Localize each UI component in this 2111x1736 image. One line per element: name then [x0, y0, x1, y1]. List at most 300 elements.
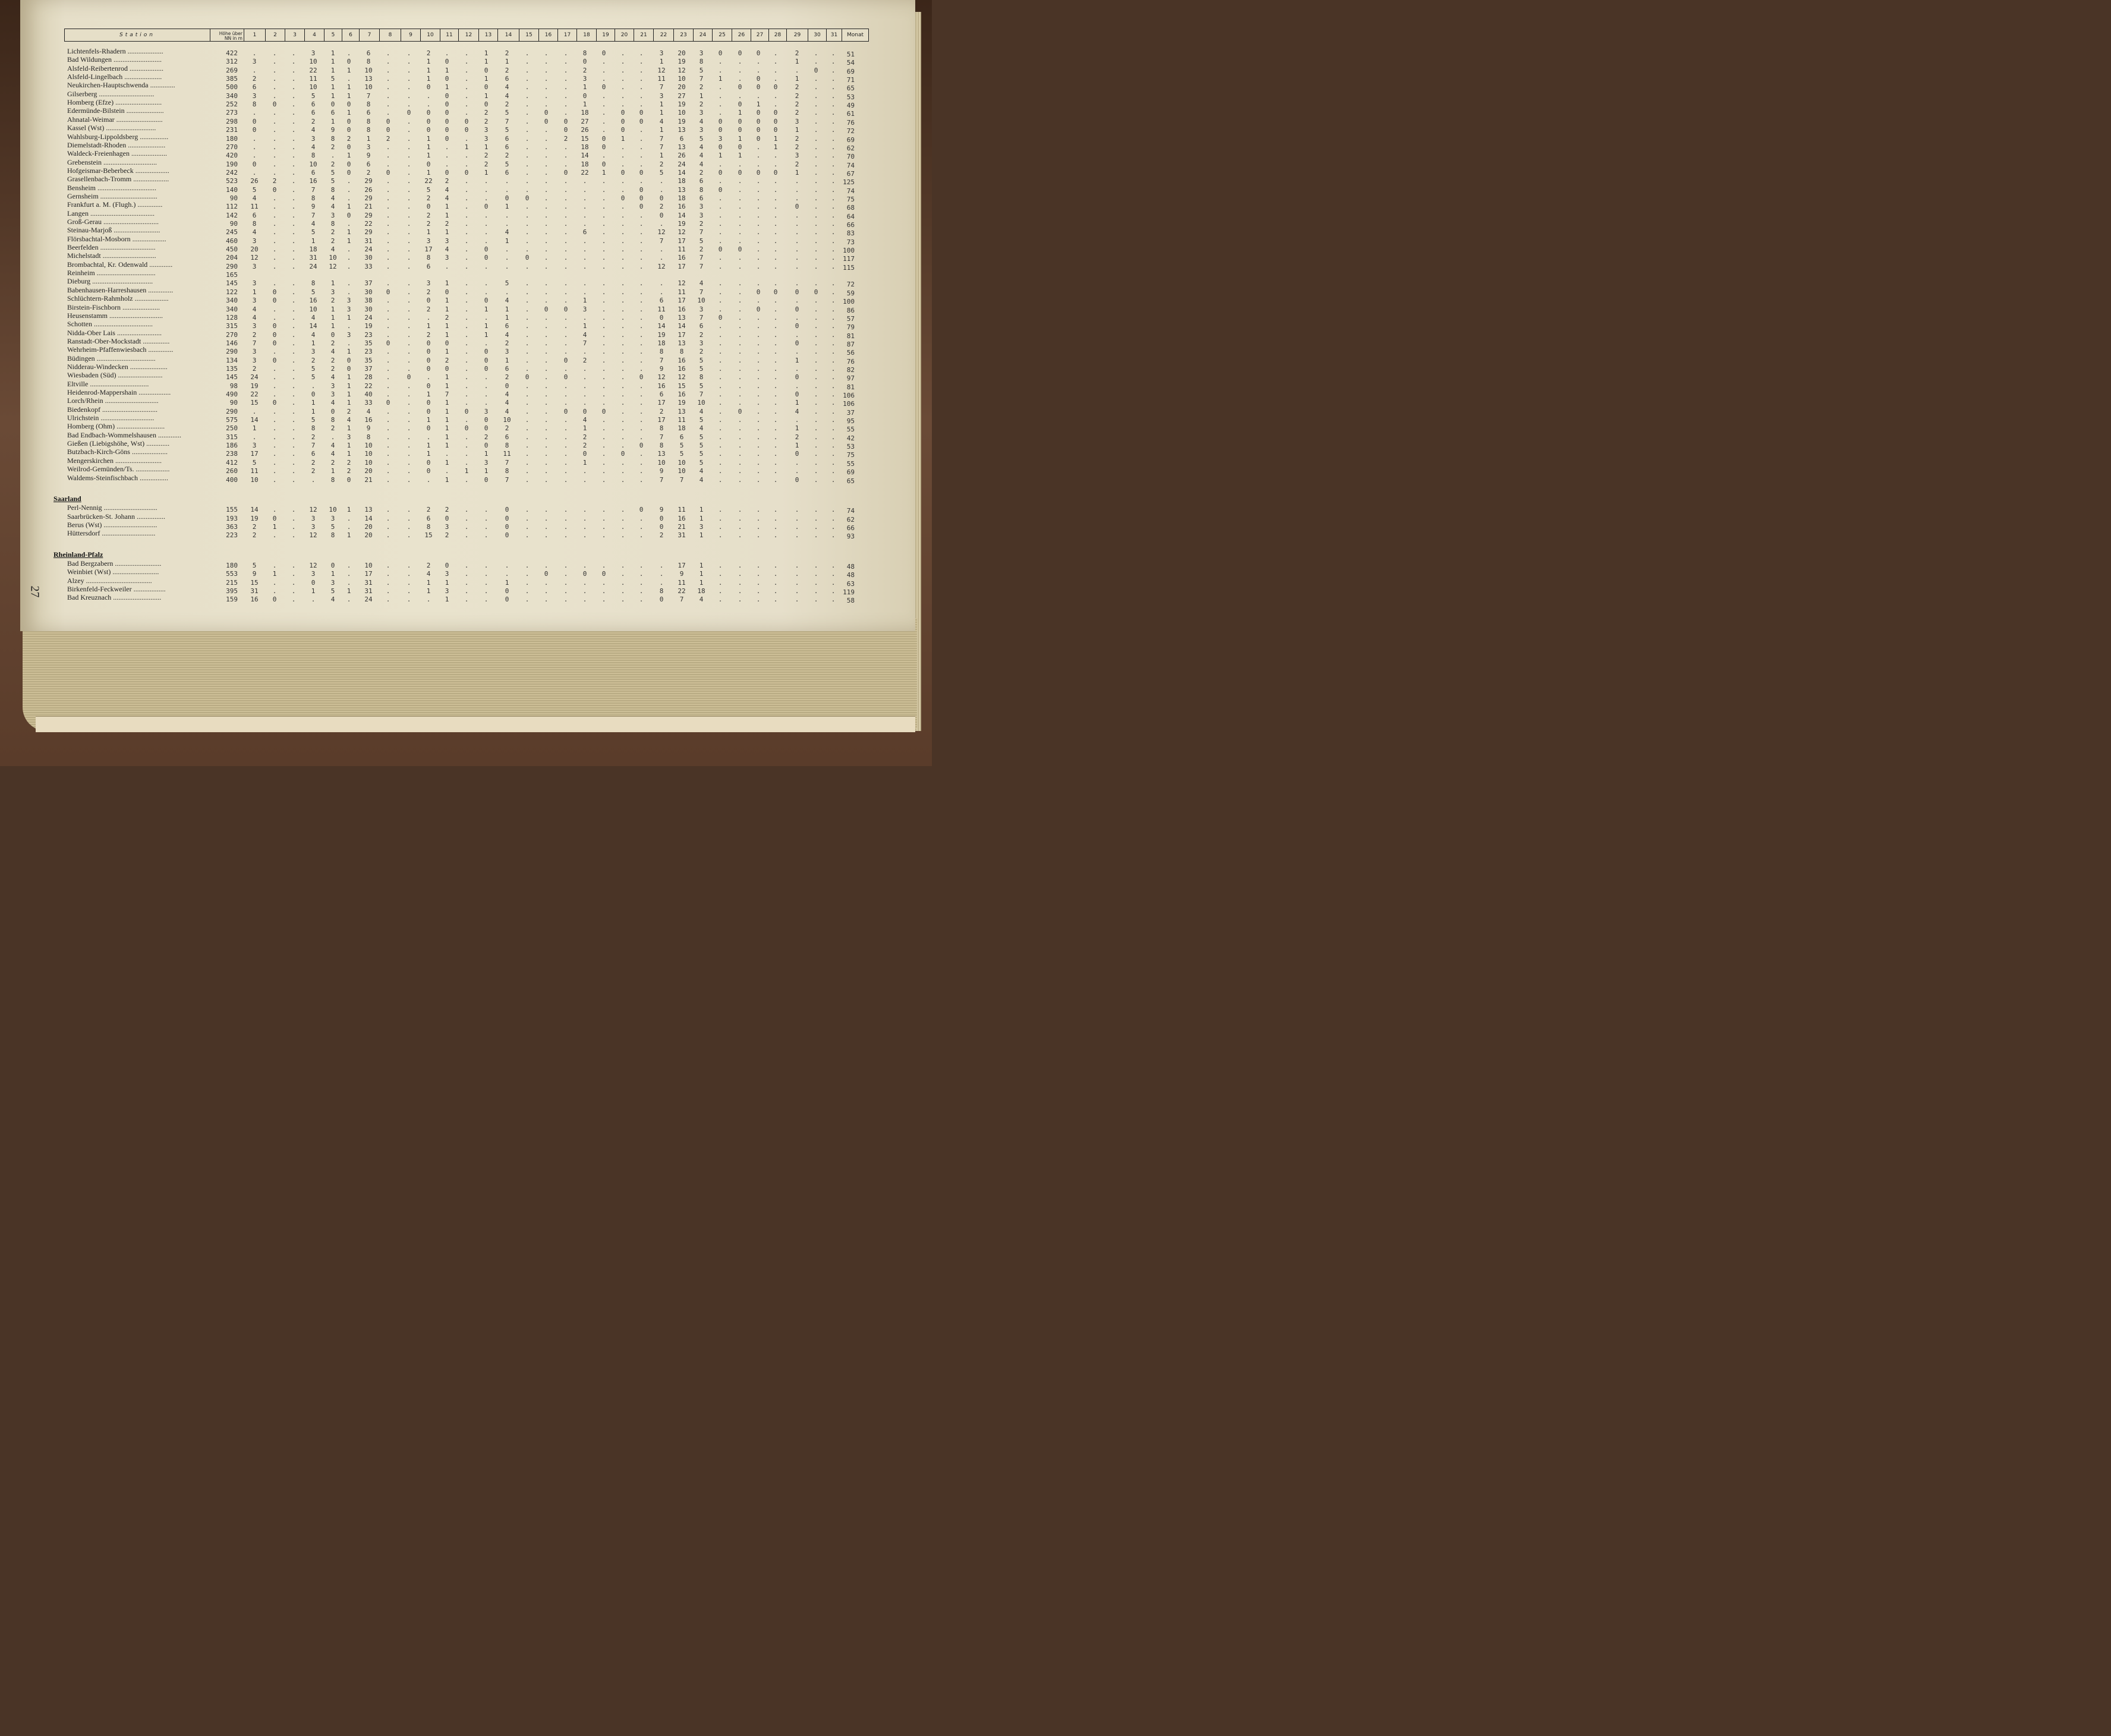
day-value: . [525, 399, 530, 407]
day-value: 16 [678, 390, 686, 398]
day-value: . [544, 185, 549, 194]
day-value: . [831, 185, 836, 194]
day-value: . [272, 578, 277, 587]
day-value: 10 [309, 305, 317, 313]
day-value: . [445, 160, 449, 168]
day-value: . [464, 58, 469, 66]
day-value: 1 [311, 587, 316, 595]
day-value: . [831, 83, 836, 92]
day-value: . [464, 450, 469, 458]
day-value: . [620, 570, 625, 578]
day-value: . [773, 356, 778, 364]
month-total: 65 [846, 84, 855, 93]
day-value: . [386, 58, 390, 66]
day-value: 0 [563, 168, 568, 177]
day-value: 6 [659, 297, 664, 305]
day-value: . [773, 578, 778, 587]
day-value: . [601, 100, 606, 109]
day-value: . [426, 596, 431, 604]
day-value: . [639, 450, 644, 458]
day-value: . [601, 330, 606, 339]
day-value: . [544, 254, 549, 262]
day-value: 12 [678, 228, 686, 237]
day-value: 0 [484, 245, 489, 254]
day-value: . [718, 211, 723, 219]
day-value: . [563, 424, 568, 433]
day-value: . [563, 109, 568, 117]
month-total: 73 [846, 238, 855, 246]
day-value: . [620, 160, 625, 168]
day-value: 6 [505, 134, 509, 143]
month-total: 71 [846, 76, 855, 84]
day-value: 7 [252, 339, 257, 347]
day-value: . [272, 407, 277, 415]
day-value: 0 [582, 450, 587, 458]
day-value: 11 [678, 506, 686, 514]
day-value: 10 [309, 83, 317, 92]
day-value: . [563, 220, 568, 228]
day-value: . [563, 475, 568, 484]
day-value: 1 [445, 399, 449, 407]
day-value: 1 [346, 390, 351, 398]
day-value: 6 [582, 228, 587, 237]
day-value: 1 [330, 467, 335, 475]
day-value: . [346, 570, 351, 578]
day-value: . [464, 237, 469, 245]
month-total: 54 [846, 59, 855, 67]
day-value: . [795, 66, 799, 74]
day-value: . [272, 203, 277, 211]
day-value: 0 [639, 373, 644, 382]
day-value: 1 [330, 92, 335, 100]
day-value: . [738, 348, 742, 356]
month-total: 69 [846, 136, 855, 144]
day-value: . [773, 262, 778, 270]
day-value: 0 [659, 211, 664, 219]
day-value: . [386, 522, 390, 531]
day-value: . [291, 126, 296, 134]
day-value: . [291, 407, 296, 415]
day-value: 6 [679, 433, 684, 441]
day-value: 5 [330, 587, 335, 595]
day-value: . [756, 220, 761, 228]
day-value: 0 [773, 109, 778, 117]
day-value: 4 [699, 117, 704, 125]
day-value: . [831, 531, 836, 540]
day-value: . [525, 596, 530, 604]
day-value: 0 [525, 254, 530, 262]
month-total: 106 [843, 400, 855, 408]
day-value: . [831, 220, 836, 228]
day-value: . [756, 416, 761, 424]
day-value: 2 [582, 66, 587, 74]
day-value: 3 [330, 578, 335, 587]
day-value: . [831, 330, 836, 339]
day-value: . [272, 373, 277, 382]
day-value: . [756, 177, 761, 185]
day-value: 1 [445, 407, 449, 415]
day-value: 8 [582, 49, 587, 57]
day-value: . [814, 100, 818, 109]
day-value: . [718, 531, 723, 540]
station-height: 270 [226, 330, 238, 339]
day-value: 16 [364, 416, 373, 424]
day-value: . [773, 100, 778, 109]
day-value: . [544, 475, 549, 484]
day-value: 2 [311, 117, 316, 125]
day-value: . [386, 228, 390, 237]
day-value: 0 [445, 126, 449, 134]
day-value: . [620, 297, 625, 305]
day-value: . [525, 322, 530, 330]
day-value: 22 [581, 168, 589, 177]
day-value: . [814, 75, 818, 83]
station-name: Mengerskirchen .......................... [67, 456, 162, 465]
day-value: . [464, 134, 469, 143]
day-value: 4 [330, 442, 335, 450]
day-value: 1 [366, 134, 371, 143]
day-value: . [601, 442, 606, 450]
day-value: 1 [426, 578, 431, 587]
day-value: . [407, 506, 411, 514]
day-value: 0 [426, 458, 431, 467]
day-value: 0 [505, 587, 509, 595]
day-value: . [773, 475, 778, 484]
day-value: . [756, 339, 761, 347]
month-total: 106 [843, 392, 855, 399]
day-value: 1 [445, 297, 449, 305]
day-value: 3 [252, 58, 257, 66]
day-value: 3 [252, 262, 257, 270]
day-value: . [346, 279, 351, 288]
day-value: . [773, 152, 778, 160]
day-value: . [831, 160, 836, 168]
day-value: . [563, 364, 568, 373]
station-height: 186 [226, 442, 238, 450]
day-value: . [831, 262, 836, 270]
day-value: 0 [563, 373, 568, 382]
day-value: . [718, 203, 723, 211]
day-value: 0 [346, 126, 351, 134]
day-value: 0 [484, 442, 489, 450]
header-day-2: 2 [266, 29, 285, 41]
station-height: 90 [229, 220, 238, 228]
day-value: . [582, 177, 587, 185]
day-value: 2 [330, 458, 335, 467]
day-value: . [291, 561, 296, 569]
day-value: 3 [699, 203, 704, 211]
day-value: . [464, 288, 469, 296]
day-value: 29 [364, 194, 373, 202]
day-value: . [831, 117, 836, 125]
day-value: . [484, 228, 489, 237]
day-value: . [291, 83, 296, 92]
day-value: . [544, 177, 549, 185]
day-value: . [620, 442, 625, 450]
day-value: 0 [738, 245, 742, 254]
day-value: 0 [659, 514, 664, 522]
day-value: 1 [718, 75, 723, 83]
day-value: 3 [484, 458, 489, 467]
day-value: . [601, 109, 606, 117]
day-value: . [386, 424, 390, 433]
day-value: 7 [366, 92, 371, 100]
day-value: 1 [346, 442, 351, 450]
station-name: Birstein-Fischborn ..................... [67, 303, 160, 311]
day-value: . [795, 237, 799, 245]
station-height: 90 [229, 399, 238, 407]
day-value: 3 [699, 126, 704, 134]
day-value: . [544, 399, 549, 407]
day-value: 0 [445, 58, 449, 66]
day-value: 3 [252, 297, 257, 305]
day-value: 0 [426, 467, 431, 475]
day-value: . [795, 587, 799, 595]
day-value: . [386, 203, 390, 211]
day-value: . [291, 185, 296, 194]
day-value: 1 [445, 382, 449, 390]
day-value: . [272, 160, 277, 168]
day-value: 7 [505, 458, 509, 467]
day-value: . [544, 514, 549, 522]
day-value: 7 [659, 475, 664, 484]
day-value: . [464, 339, 469, 347]
day-value: 1 [445, 416, 449, 424]
day-value: 0 [505, 522, 509, 531]
station-height: 385 [226, 75, 238, 83]
day-value: 16 [678, 254, 686, 262]
day-value: 1 [582, 100, 587, 109]
day-value: . [639, 322, 644, 330]
day-value: 8 [330, 531, 335, 540]
day-value: . [272, 49, 277, 57]
station-name: Gießen (Liebigshöhe, Wst) ............. [67, 439, 170, 448]
day-value: . [252, 66, 257, 74]
day-value: 38 [364, 297, 373, 305]
day-value: 1 [795, 356, 799, 364]
day-value: . [773, 322, 778, 330]
day-value: . [601, 531, 606, 540]
day-value: . [756, 561, 761, 569]
day-value: . [831, 570, 836, 578]
day-value: . [639, 348, 644, 356]
day-value: . [291, 279, 296, 288]
day-value: . [464, 100, 469, 109]
day-value: 30 [364, 305, 373, 313]
day-value: 0 [756, 134, 761, 143]
day-value: . [814, 348, 818, 356]
day-value: 5 [311, 288, 316, 296]
day-value: 2 [330, 424, 335, 433]
day-value: . [525, 177, 530, 185]
day-value: 11 [503, 450, 511, 458]
day-value: 5 [699, 416, 704, 424]
day-value: 0 [738, 100, 742, 109]
day-value: . [639, 49, 644, 57]
day-value: 3 [659, 92, 664, 100]
day-value: . [639, 245, 644, 254]
month-total: 70 [846, 153, 855, 161]
station-name: Wiesbaden (Süd) ......................... [67, 371, 163, 380]
day-value: . [814, 203, 818, 211]
station-name: Büdingen ................................. [67, 354, 156, 363]
day-value: . [291, 467, 296, 475]
day-value: . [620, 313, 625, 322]
month-total: 74 [846, 187, 855, 195]
day-value: . [639, 305, 644, 313]
day-value: . [464, 442, 469, 450]
station-name: Alsfeld-Lingelbach ..................... [67, 73, 162, 81]
day-value: . [464, 475, 469, 484]
day-value: . [505, 177, 509, 185]
day-value: 0 [601, 49, 606, 57]
station-height: 98 [229, 382, 238, 390]
day-value: . [252, 152, 257, 160]
day-value: . [563, 297, 568, 305]
day-value: . [756, 152, 761, 160]
station-height: 128 [226, 313, 238, 322]
day-value: . [601, 356, 606, 364]
day-value: . [291, 211, 296, 219]
day-value: 6 [366, 109, 371, 117]
day-value: . [525, 364, 530, 373]
day-value: . [738, 58, 742, 66]
day-value: 1 [445, 322, 449, 330]
day-value: . [582, 596, 587, 604]
day-value: 3 [659, 49, 664, 57]
day-value: . [407, 522, 411, 531]
day-value: 0 [445, 109, 449, 117]
day-value: 2 [505, 66, 509, 74]
day-value: . [563, 514, 568, 522]
day-value: . [639, 211, 644, 219]
day-value: . [659, 288, 664, 296]
day-value: . [814, 467, 818, 475]
day-value: . [563, 245, 568, 254]
day-value: . [484, 399, 489, 407]
day-value: 0 [738, 407, 742, 415]
day-value: 5 [699, 442, 704, 450]
day-value: 1 [445, 211, 449, 219]
day-value: . [756, 587, 761, 595]
day-value: . [601, 152, 606, 160]
station-height: 245 [226, 228, 238, 237]
day-value: 11 [657, 75, 666, 83]
station-name: Heidenrod-Mappershain .................. [67, 388, 171, 396]
day-value: 13 [678, 407, 686, 415]
day-value: 1 [346, 203, 351, 211]
day-value: 8 [366, 117, 371, 125]
day-value: . [738, 522, 742, 531]
day-value: . [639, 356, 644, 364]
day-value: 40 [364, 390, 373, 398]
day-value: 11 [250, 203, 259, 211]
day-value: 1 [426, 152, 431, 160]
day-value: . [544, 390, 549, 398]
day-value: 1 [464, 143, 469, 151]
day-value: . [718, 390, 723, 398]
day-value: . [756, 322, 761, 330]
day-value: 0 [795, 305, 799, 313]
day-value: . [773, 75, 778, 83]
station-height: 112 [226, 203, 238, 211]
day-value: 2 [659, 160, 664, 168]
day-value: . [407, 596, 411, 604]
day-value: . [601, 92, 606, 100]
day-value: . [795, 279, 799, 288]
day-value: . [525, 450, 530, 458]
day-value: . [407, 322, 411, 330]
day-value: . [795, 297, 799, 305]
day-value: . [639, 262, 644, 270]
day-value: . [620, 66, 625, 74]
day-value: 13 [678, 126, 686, 134]
day-value: 2 [505, 339, 509, 347]
month-total: 59 [846, 289, 855, 297]
day-value: 7 [311, 442, 316, 450]
day-value: 18 [309, 245, 317, 254]
day-value: . [346, 177, 351, 185]
day-value: 0 [601, 134, 606, 143]
day-value: . [795, 177, 799, 185]
day-value: 3 [505, 348, 509, 356]
day-value: 12 [309, 561, 317, 569]
day-value: . [291, 220, 296, 228]
day-value: . [464, 373, 469, 382]
day-value: . [464, 578, 469, 587]
day-value: . [525, 126, 530, 134]
day-value: . [426, 373, 431, 382]
day-value: 0 [505, 531, 509, 540]
day-value: 0 [795, 450, 799, 458]
day-value: . [525, 578, 530, 587]
day-value: . [620, 211, 625, 219]
day-value: 1 [445, 458, 449, 467]
day-value: 17 [364, 570, 373, 578]
day-value: . [291, 75, 296, 83]
day-value: . [525, 330, 530, 339]
day-value: . [620, 220, 625, 228]
day-value: . [582, 313, 587, 322]
day-value: . [738, 399, 742, 407]
header-day-22: 22 [654, 29, 674, 41]
day-value: . [601, 578, 606, 587]
day-value: 24 [364, 245, 373, 254]
day-value: 0 [484, 83, 489, 92]
day-value: 1 [718, 152, 723, 160]
day-value: 0 [386, 168, 390, 177]
station-height: 135 [226, 364, 238, 373]
day-value: . [756, 450, 761, 458]
day-value: . [814, 373, 818, 382]
day-value: . [814, 313, 818, 322]
day-value: 0 [639, 442, 644, 450]
day-value: 3 [445, 522, 449, 531]
day-value: . [484, 570, 489, 578]
day-value: . [544, 442, 549, 450]
day-value: . [601, 506, 606, 514]
day-value: 3 [311, 348, 316, 356]
day-value: . [525, 587, 530, 595]
day-value: 3 [699, 211, 704, 219]
month-total: 74 [846, 161, 855, 169]
station-name: Bad Wildungen ........................... [67, 55, 162, 64]
day-value: 4 [699, 152, 704, 160]
day-value: 10 [329, 254, 337, 262]
day-value: 2 [795, 143, 799, 151]
day-value: . [291, 364, 296, 373]
day-value: . [601, 458, 606, 467]
